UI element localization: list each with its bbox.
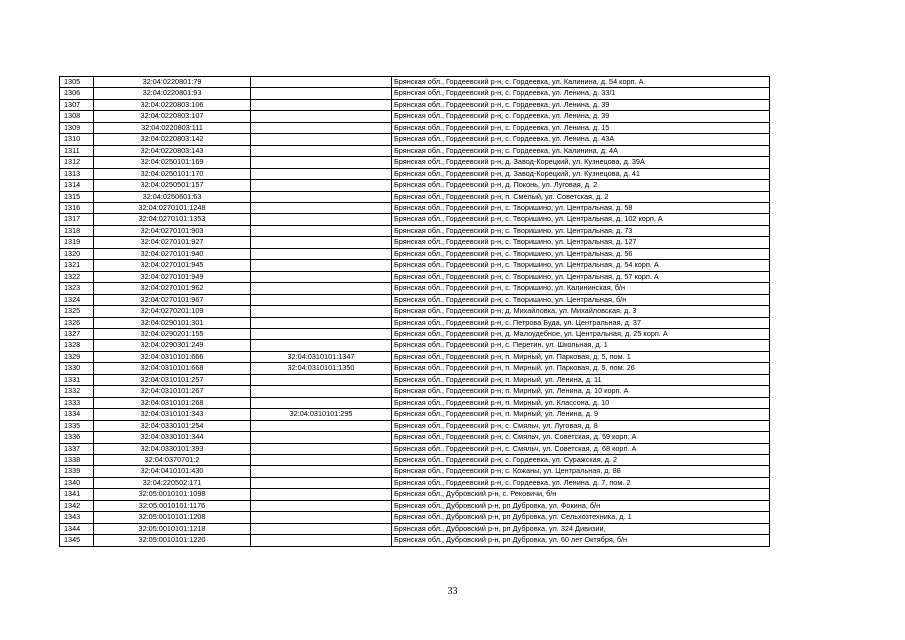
address-cell: Брянская обл., Гордеевский р-н, с. Перетин, ул. Школьная, д. 1 <box>392 340 770 351</box>
row-number-cell: 1334 <box>60 409 94 420</box>
row-number-cell: 1328 <box>60 340 94 351</box>
row-number-cell: 1307 <box>60 99 94 110</box>
related-cadastral-number-cell <box>251 145 392 156</box>
row-number-cell: 1327 <box>60 328 94 339</box>
address-cell: Брянская обл., Гордеевский р-н, п. Мирный, ул. Ленина, д. 10 корп. А <box>392 386 770 397</box>
cadastral-number-cell: 32:04:0310101:343 <box>94 409 251 420</box>
page-number: 33 <box>447 586 458 597</box>
address-cell: Брянская обл., Гордеевский р-н, с. Творишино, ул. Центральная, д. 127 <box>392 237 770 248</box>
address-cell: Брянская обл., Гордеевский р-н, д. Завод-Корецкий, ул. Кузнецова, д. 41 <box>392 168 770 179</box>
cadastral-number-cell: 32:04:0220803:142 <box>94 134 251 145</box>
table-row <box>60 248 770 259</box>
cadastral-number-cell: 32:04:0270201:109 <box>94 306 251 317</box>
related-cadastral-number-cell: 32:04:0310101:1347 <box>251 351 392 362</box>
row-number-cell: 1329 <box>60 351 94 362</box>
cadastral-number-cell: 32:04:0270101:1248 <box>94 202 251 213</box>
table-row <box>60 306 770 317</box>
row-number-cell: 1312 <box>60 157 94 168</box>
cadastral-number-cell: 32:04:0270101:927 <box>94 237 251 248</box>
table-row <box>60 180 770 191</box>
cadastral-number-cell: 32:04:0310101:267 <box>94 386 251 397</box>
row-number-cell: 1306 <box>60 88 94 99</box>
address-cell: Брянская обл., Дубровский р-н, рп Дубровка, ул. Фокина, б/н <box>392 500 770 511</box>
address-cell: Брянская обл., Гордеевский р-н, п. Мирный, ул. Ленина, д. 11 <box>392 374 770 385</box>
related-cadastral-number-cell <box>251 466 392 477</box>
address-cell: Брянская обл., Гордеевский р-н, с. Гордеевка, ул. Ленина, д. 33/1 <box>392 88 770 99</box>
cadastral-number-cell: 32:04:220502:171 <box>94 477 251 488</box>
cadastral-number-cell: 32:04:0220801:93 <box>94 88 251 99</box>
table-row <box>60 317 770 328</box>
row-number-cell: 1310 <box>60 134 94 145</box>
row-number-cell: 1313 <box>60 168 94 179</box>
related-cadastral-number-cell <box>251 397 392 408</box>
row-number-cell: 1336 <box>60 432 94 443</box>
table-row <box>60 122 770 133</box>
address-cell: Брянская обл., Дубровский р-н, с. Рековичи, б/н <box>392 489 770 500</box>
table-row <box>60 432 770 443</box>
cadastral-number-cell: 32:04:0310101:668 <box>94 363 251 374</box>
address-cell: Брянская обл., Гордеевский р-н, с. Творишино, ул. Центральная, д. 102 корп. А <box>392 214 770 225</box>
cadastral-number-cell: 32:05:0010101:1098 <box>94 489 251 500</box>
cadastral-number-cell: 32:04:0220803:106 <box>94 99 251 110</box>
row-number-cell: 1323 <box>60 283 94 294</box>
table-row <box>60 489 770 500</box>
address-cell: Брянская обл., Гордеевский р-н, с. Гордеевка, ул. Ленина, д. 39 <box>392 99 770 110</box>
address-cell: Брянская обл., Гордеевский р-н, п. Мирный, ул. Парковая, д. 5, пом. 1 <box>392 351 770 362</box>
cadastral-number-cell: 32:04:0270101:903 <box>94 225 251 236</box>
address-cell: Брянская обл., Гордеевский р-н, с. Гордеевка, ул. Ленина, д. 15 <box>392 122 770 133</box>
address-cell: Брянская обл., Гордеевский р-н, с. Гордеевка, ул. Суражская, д. 2 <box>392 454 770 465</box>
cadastral-number-cell: 32:04:0310101:268 <box>94 397 251 408</box>
address-cell: Брянская обл., Гордеевский р-н, с. Гордеевка, ул. Калинина, д. 54 корп. А <box>392 77 770 88</box>
related-cadastral-number-cell <box>251 535 392 546</box>
related-cadastral-number-cell <box>251 306 392 317</box>
address-cell: Брянская обл., Гордеевский р-н, с. Творишино, ул. Центральная, д. 56 <box>392 248 770 259</box>
related-cadastral-number-cell <box>251 443 392 454</box>
cadastral-number-cell: 32:04:0220803:143 <box>94 145 251 156</box>
related-cadastral-number-cell: 32:04:0310101:295 <box>251 409 392 420</box>
address-cell: Брянская обл., Дубровский р-н, рп Дубровка, ул. 60 лет Октября, б/н <box>392 535 770 546</box>
cadastral-number-cell: 32:04:0250601:63 <box>94 191 251 202</box>
address-cell: Брянская обл., Гордеевский р-н, с. Петрова Буда, ул. Центральная, д. 37 <box>392 317 770 328</box>
related-cadastral-number-cell <box>251 191 392 202</box>
cadastral-number-cell: 32:04:0250501:157 <box>94 180 251 191</box>
table-row <box>60 134 770 145</box>
row-number-cell: 1324 <box>60 294 94 305</box>
related-cadastral-number-cell <box>251 237 392 248</box>
address-cell: Брянская обл., Гордеевский р-н, с. Гордеевка, ул. Ленина, д. 39 <box>392 111 770 122</box>
related-cadastral-number-cell <box>251 283 392 294</box>
cadastral-number-cell: 32:04:0270101:1353 <box>94 214 251 225</box>
cadastral-number-cell: 32:04:0270101:962 <box>94 283 251 294</box>
cadastral-number-cell: 32:05:0010101:1176 <box>94 500 251 511</box>
table-row <box>60 351 770 362</box>
registry-table <box>59 76 770 547</box>
row-number-cell: 1339 <box>60 466 94 477</box>
related-cadastral-number-cell <box>251 523 392 534</box>
table-row <box>60 271 770 282</box>
cadastral-number-cell: 32:04:0250101:170 <box>94 168 251 179</box>
table-row <box>60 535 770 546</box>
related-cadastral-number-cell <box>251 260 392 271</box>
row-number-cell: 1340 <box>60 477 94 488</box>
row-number-cell: 1342 <box>60 500 94 511</box>
address-cell: Брянская обл., Гордеевский р-н, с. Кожаны, ул. Центральная, д. 88 <box>392 466 770 477</box>
related-cadastral-number-cell <box>251 168 392 179</box>
table-row <box>60 466 770 477</box>
table-row <box>60 294 770 305</box>
table-row <box>60 443 770 454</box>
cadastral-number-cell: 32:05:0010101:1208 <box>94 512 251 523</box>
cadastral-number-cell: 32:04:0330101:344 <box>94 432 251 443</box>
row-number-cell: 1344 <box>60 523 94 534</box>
address-cell: Брянская обл., Гордеевский р-н, с. Творишино, ул. Центральная, д. 73 <box>392 225 770 236</box>
table-row <box>60 214 770 225</box>
related-cadastral-number-cell <box>251 294 392 305</box>
related-cadastral-number-cell <box>251 317 392 328</box>
cadastral-number-cell: 32:04:0270101:945 <box>94 260 251 271</box>
address-cell: Брянская обл., Гордеевский р-н, с. Смяльч, ул. Советская, д. 59 корп. А <box>392 432 770 443</box>
row-number-cell: 1335 <box>60 420 94 431</box>
row-number-cell: 1325 <box>60 306 94 317</box>
address-cell: Брянская обл., Гордеевский р-н, с. Творишино, ул. Калининская, б/н <box>392 283 770 294</box>
table-row <box>60 77 770 88</box>
cadastral-number-cell: 32:04:0270101:949 <box>94 271 251 282</box>
table-row <box>60 191 770 202</box>
related-cadastral-number-cell <box>251 122 392 133</box>
related-cadastral-number-cell <box>251 477 392 488</box>
table-row <box>60 99 770 110</box>
row-number-cell: 1321 <box>60 260 94 271</box>
related-cadastral-number-cell <box>251 374 392 385</box>
cadastral-number-cell: 32:04:0250101:169 <box>94 157 251 168</box>
row-number-cell: 1309 <box>60 122 94 133</box>
table-row <box>60 157 770 168</box>
address-cell: Брянская обл., Дубровский р-н, рп Дубровка, ул. Сельхозтехника, д. 1 <box>392 512 770 523</box>
related-cadastral-number-cell <box>251 111 392 122</box>
related-cadastral-number-cell <box>251 454 392 465</box>
table-row <box>60 328 770 339</box>
row-number-cell: 1316 <box>60 202 94 213</box>
table-row <box>60 374 770 385</box>
related-cadastral-number-cell <box>251 340 392 351</box>
address-cell: Брянская обл., Гордеевский р-н, с. Творишино, ул. Центральная, д. 58 <box>392 202 770 213</box>
table-row <box>60 409 770 420</box>
table-row <box>60 168 770 179</box>
related-cadastral-number-cell <box>251 157 392 168</box>
row-number-cell: 1308 <box>60 111 94 122</box>
address-cell: Брянская обл., Гордеевский р-н, с. Смяльч, ул. Советская, д. 68 корп. А <box>392 443 770 454</box>
cadastral-number-cell: 32:04:0270101:940 <box>94 248 251 259</box>
cadastral-number-cell: 32:04:0220801:79 <box>94 77 251 88</box>
registry-table-body <box>60 77 770 547</box>
table-row <box>60 237 770 248</box>
row-number-cell: 1345 <box>60 535 94 546</box>
related-cadastral-number-cell <box>251 134 392 145</box>
related-cadastral-number-cell <box>251 214 392 225</box>
address-cell: Брянская обл., Гордеевский р-н, п. Мирный, ул. Парковая, д. 5, пом. 26 <box>392 363 770 374</box>
row-number-cell: 1338 <box>60 454 94 465</box>
row-number-cell: 1320 <box>60 248 94 259</box>
row-number-cell: 1331 <box>60 374 94 385</box>
row-number-cell: 1341 <box>60 489 94 500</box>
row-number-cell: 1305 <box>60 77 94 88</box>
related-cadastral-number-cell <box>251 202 392 213</box>
address-cell: Брянская обл., Гордеевский р-н, д. Малоудебное, ул. Центральная, д. 25 корп. А <box>392 328 770 339</box>
cadastral-number-cell: 32:05:0010101:1218 <box>94 523 251 534</box>
cadastral-number-cell: 32:05:0010101:1220 <box>94 535 251 546</box>
row-number-cell: 1337 <box>60 443 94 454</box>
cadastral-number-cell: 32:04:0290301:249 <box>94 340 251 351</box>
address-cell: Брянская обл., Гордеевский р-н, д. Завод-Корецкий, ул. Кузнецова, д. 39А <box>392 157 770 168</box>
cadastral-number-cell: 32:04:0290201:155 <box>94 328 251 339</box>
related-cadastral-number-cell: 32:04:0310101:1350 <box>251 363 392 374</box>
table-row <box>60 225 770 236</box>
table-row <box>60 512 770 523</box>
row-number-cell: 1332 <box>60 386 94 397</box>
table-row <box>60 363 770 374</box>
table-row <box>60 397 770 408</box>
row-number-cell: 1315 <box>60 191 94 202</box>
related-cadastral-number-cell <box>251 489 392 500</box>
row-number-cell: 1322 <box>60 271 94 282</box>
related-cadastral-number-cell <box>251 386 392 397</box>
address-cell: Брянская обл., Гордеевский р-н, с. Творишино, ул. Центральная, д. 54 корп. А <box>392 260 770 271</box>
row-number-cell: 1330 <box>60 363 94 374</box>
cadastral-number-cell: 32:04:0310101:257 <box>94 374 251 385</box>
related-cadastral-number-cell <box>251 99 392 110</box>
table-row <box>60 477 770 488</box>
row-number-cell: 1317 <box>60 214 94 225</box>
cadastral-number-cell: 32:04:0270101:967 <box>94 294 251 305</box>
related-cadastral-number-cell <box>251 328 392 339</box>
related-cadastral-number-cell <box>251 512 392 523</box>
related-cadastral-number-cell <box>251 180 392 191</box>
cadastral-number-cell: 32:04:0410101:430 <box>94 466 251 477</box>
table-row <box>60 111 770 122</box>
address-cell: Брянская обл., Гордеевский р-н, с. Гордеевка, ул. Ленина, д. 7, пом. 2 <box>392 477 770 488</box>
table-row <box>60 260 770 271</box>
address-cell: Брянская обл., Гордеевский р-н, с. Творишино, ул. Центральная, д. 57 корп. А <box>392 271 770 282</box>
table-row <box>60 500 770 511</box>
row-number-cell: 1343 <box>60 512 94 523</box>
table-row <box>60 386 770 397</box>
table-row <box>60 283 770 294</box>
address-cell: Брянская обл., Гордеевский р-н, с. Смяльч, ул. Луговая, д. 8 <box>392 420 770 431</box>
row-number-cell: 1314 <box>60 180 94 191</box>
related-cadastral-number-cell <box>251 271 392 282</box>
table-row <box>60 340 770 351</box>
row-number-cell: 1311 <box>60 145 94 156</box>
address-cell: Брянская обл., Гордеевский р-н, д. Поконь, ул. Луговая, д. 2 <box>392 180 770 191</box>
related-cadastral-number-cell <box>251 77 392 88</box>
table-row <box>60 454 770 465</box>
row-number-cell: 1318 <box>60 225 94 236</box>
table-row <box>60 145 770 156</box>
table-row <box>60 88 770 99</box>
table-row <box>60 202 770 213</box>
cadastral-number-cell: 32:04:0330101:254 <box>94 420 251 431</box>
related-cadastral-number-cell <box>251 88 392 99</box>
cadastral-number-cell: 32:04:0370701:2 <box>94 454 251 465</box>
address-cell: Брянская обл., Гордеевский р-н, п. Мирный, ул. Классона, д. 10 <box>392 397 770 408</box>
cadastral-number-cell: 32:04:0220803:111 <box>94 122 251 133</box>
related-cadastral-number-cell <box>251 248 392 259</box>
cadastral-number-cell: 32:04:0310101:666 <box>94 351 251 362</box>
address-cell: Брянская обл., Гордеевский р-н, с. Гордеевка, ул. Калинина, д. 4А <box>392 145 770 156</box>
cadastral-number-cell: 32:04:0290101:301 <box>94 317 251 328</box>
address-cell: Брянская обл., Дубровский р-н, рп Дубровка, ул. 324 Дивизии, <box>392 523 770 534</box>
row-number-cell: 1319 <box>60 237 94 248</box>
cadastral-number-cell: 32:04:0330101:393 <box>94 443 251 454</box>
cadastral-number-cell: 32:04:0220803:107 <box>94 111 251 122</box>
related-cadastral-number-cell <box>251 225 392 236</box>
table-row <box>60 523 770 534</box>
row-number-cell: 1333 <box>60 397 94 408</box>
address-cell: Брянская обл., Гордеевский р-н, д. Михайловка, ул. Михайловская, д. 3 <box>392 306 770 317</box>
related-cadastral-number-cell <box>251 500 392 511</box>
row-number-cell: 1326 <box>60 317 94 328</box>
address-cell: Брянская обл., Гордеевский р-н, с. Творишино, ул. Центральная, б/н <box>392 294 770 305</box>
related-cadastral-number-cell <box>251 420 392 431</box>
related-cadastral-number-cell <box>251 432 392 443</box>
address-cell: Брянская обл., Гордеевский р-н, с. Гордеевка, ул. Ленина, д. 43А <box>392 134 770 145</box>
table-row <box>60 420 770 431</box>
address-cell: Брянская обл., Гордеевский р-н, п. Смелый, ул. Советская, д. 2 <box>392 191 770 202</box>
address-cell: Брянская обл., Гордеевский р-н, п. Мирный, ул. Ленина, д. 9 <box>392 409 770 420</box>
